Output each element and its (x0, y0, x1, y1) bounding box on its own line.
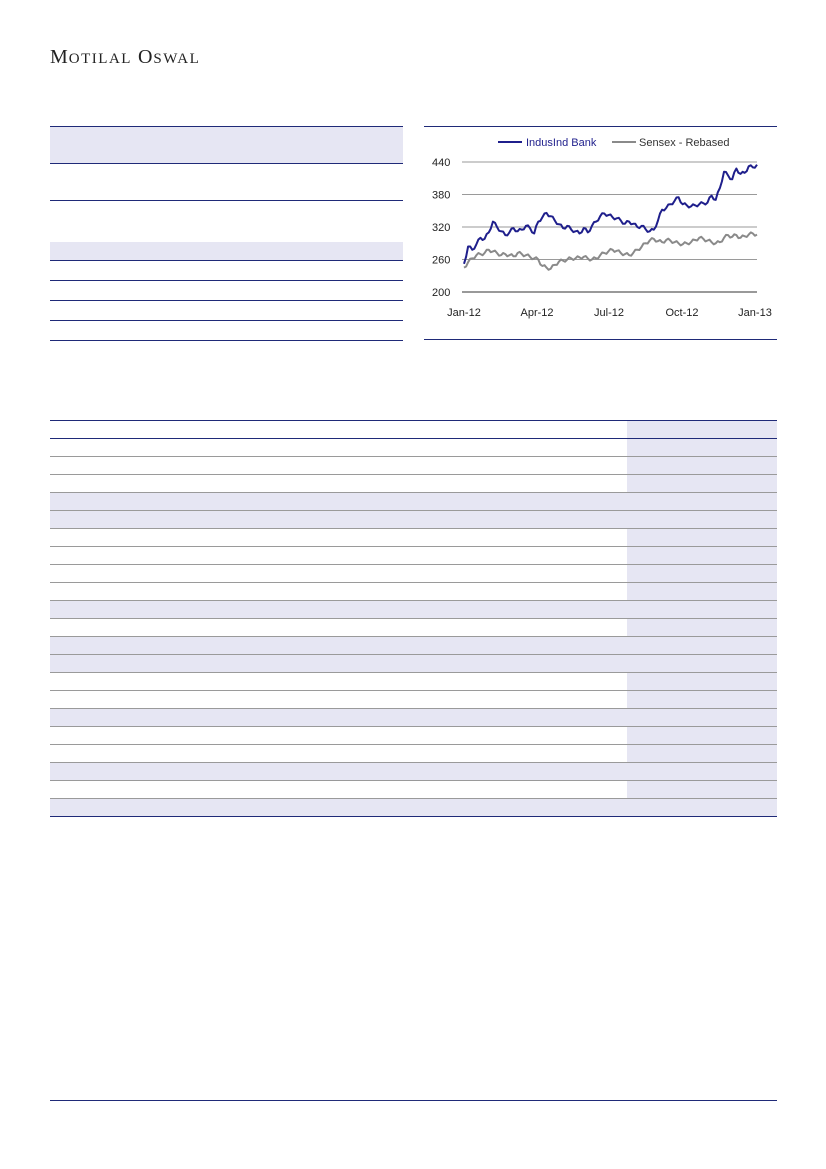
table-rule (50, 200, 403, 201)
table-cell-highlight (627, 781, 777, 799)
y-tick-label: 380 (432, 189, 451, 202)
table-row (50, 475, 777, 493)
table-rule (50, 280, 403, 281)
table-cell-highlight (627, 619, 777, 637)
table-cell-highlight (627, 691, 777, 709)
table-row (50, 511, 777, 529)
brand-first-cap: M (50, 46, 69, 68)
y-tick-label: 200 (432, 287, 451, 299)
table-rule (50, 300, 403, 301)
table-bottom-rule (50, 340, 403, 341)
relative-performance-chart (424, 126, 777, 341)
series-line-sensex (464, 232, 757, 269)
y-tick-label: 320 (432, 222, 451, 234)
table-row (50, 565, 777, 583)
x-tick-label: Jul-12 (594, 307, 624, 319)
table-row (50, 691, 777, 709)
brand-first-rest: OTILAL (68, 51, 132, 67)
table-row (50, 727, 777, 745)
table-cell-highlight (627, 547, 777, 565)
legend-label-indusind: IndusInd Bank (526, 137, 597, 149)
table-cell-highlight (627, 421, 777, 439)
x-tick-label: Oct-12 (665, 307, 699, 319)
table-row (50, 547, 777, 565)
brand-second-cap: O (137, 46, 154, 68)
table-cell-highlight (627, 439, 777, 457)
table-row (50, 439, 777, 457)
y-tick-label: 260 (432, 254, 451, 267)
table-cell-highlight (627, 673, 777, 691)
table-cell-highlight (627, 457, 777, 475)
chart-gridlines (462, 162, 757, 292)
x-tick-label: Apr-12 (520, 307, 554, 319)
brand-logo (50, 46, 200, 69)
table-cell-highlight (627, 565, 777, 583)
chart-y-axis (432, 157, 450, 299)
table-row (50, 583, 777, 601)
chart-legend (498, 137, 730, 149)
table-rule (50, 163, 403, 164)
table-rule (50, 260, 403, 261)
legend-label-sensex: Sensex - Rebased (639, 137, 730, 149)
table-cell-highlight (627, 583, 777, 601)
table-row (50, 601, 777, 619)
x-tick-label: Jan-13 (738, 307, 772, 319)
table-row (50, 421, 777, 439)
footer-rule (50, 1100, 777, 1101)
table-row (50, 781, 777, 799)
table-row (50, 745, 777, 763)
table-row (50, 655, 777, 673)
table-row (50, 763, 777, 781)
row-separator (50, 816, 777, 817)
table-row (50, 493, 777, 511)
table-header-row (50, 127, 403, 163)
table-row (50, 637, 777, 655)
table-cell-highlight (627, 745, 777, 763)
table-row (50, 529, 777, 547)
chart-canvas (424, 126, 777, 341)
chart-x-axis (447, 307, 772, 319)
table-rule (50, 320, 403, 321)
table-row (50, 457, 777, 475)
chart-series (464, 165, 757, 270)
brand-second-rest: SWAL (153, 51, 201, 67)
x-tick-label: Jan-12 (447, 307, 481, 319)
table-cell-highlight (627, 529, 777, 547)
table-cell-highlight (627, 727, 777, 745)
table-row (50, 709, 777, 727)
y-tick-label: 440 (432, 157, 451, 169)
table-row (50, 799, 777, 817)
financials-table (50, 420, 777, 820)
table-shaded-row (50, 242, 403, 260)
table-cell-highlight (627, 475, 777, 493)
table-row (50, 673, 777, 691)
table-row (50, 619, 777, 637)
